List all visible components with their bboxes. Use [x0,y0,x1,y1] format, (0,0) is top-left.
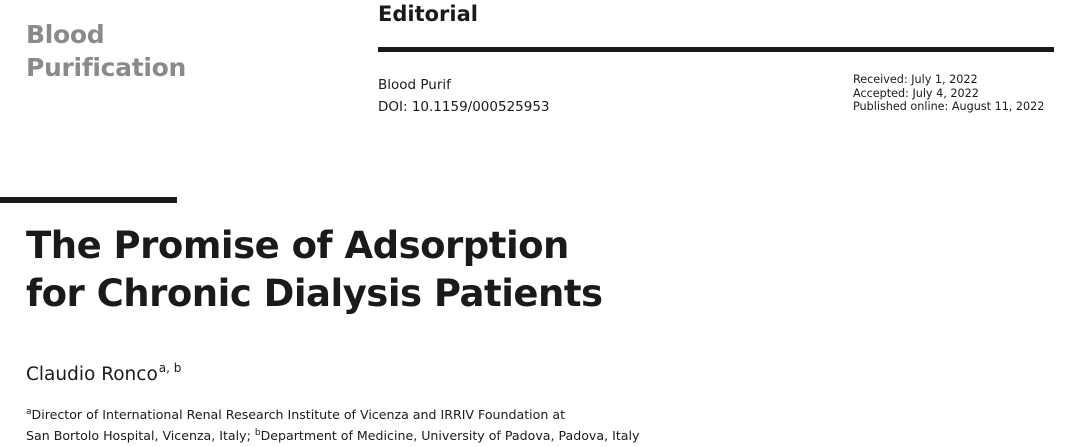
author-line [26,361,181,385]
accepted-date: Accepted: July 4, 2022 [853,86,979,100]
article-title-line1: The Promise of Adsorption [26,224,569,267]
received-date: Received: July 1, 2022 [853,73,978,86]
article-title [26,222,603,318]
journal-name-line2: Purification [26,53,187,82]
affiliation-a-text-cont: San Bortolo Hospital, Vicenza, Italy; [26,428,255,443]
affiliations [26,403,639,445]
journal-name-line1: Blood [26,20,105,49]
journal-logo [26,18,186,84]
article-title-line2: for Chronic Dialysis Patients [26,272,603,315]
author-name[interactable]: Claudio Ronco [26,364,158,385]
author-affiliation-marks: a, b [158,361,182,375]
section-label: Editorial [378,2,478,26]
affiliation-b-text: Department of Medicine, University of Padova, Padova, Italy [260,428,640,443]
publication-dates [853,73,1044,114]
doi-link[interactable]: DOI: 10.1159/000525953 [378,99,550,115]
title-divider [0,197,177,203]
citation-block [378,74,550,118]
affiliation-a-line2 [26,424,639,445]
affiliation-a-mark: a [26,407,32,417]
affiliation-a-text: Director of International Renal Research Institute of Vicenza and IRRIV Foundation at [31,407,566,422]
journal-abbreviation: Blood Purif [378,77,451,93]
section-divider [378,47,1054,52]
published-date: Published online: August 11, 2022 [853,100,1045,113]
affiliation-a-line1 [26,403,639,424]
affiliation-b-mark: b [254,428,261,438]
